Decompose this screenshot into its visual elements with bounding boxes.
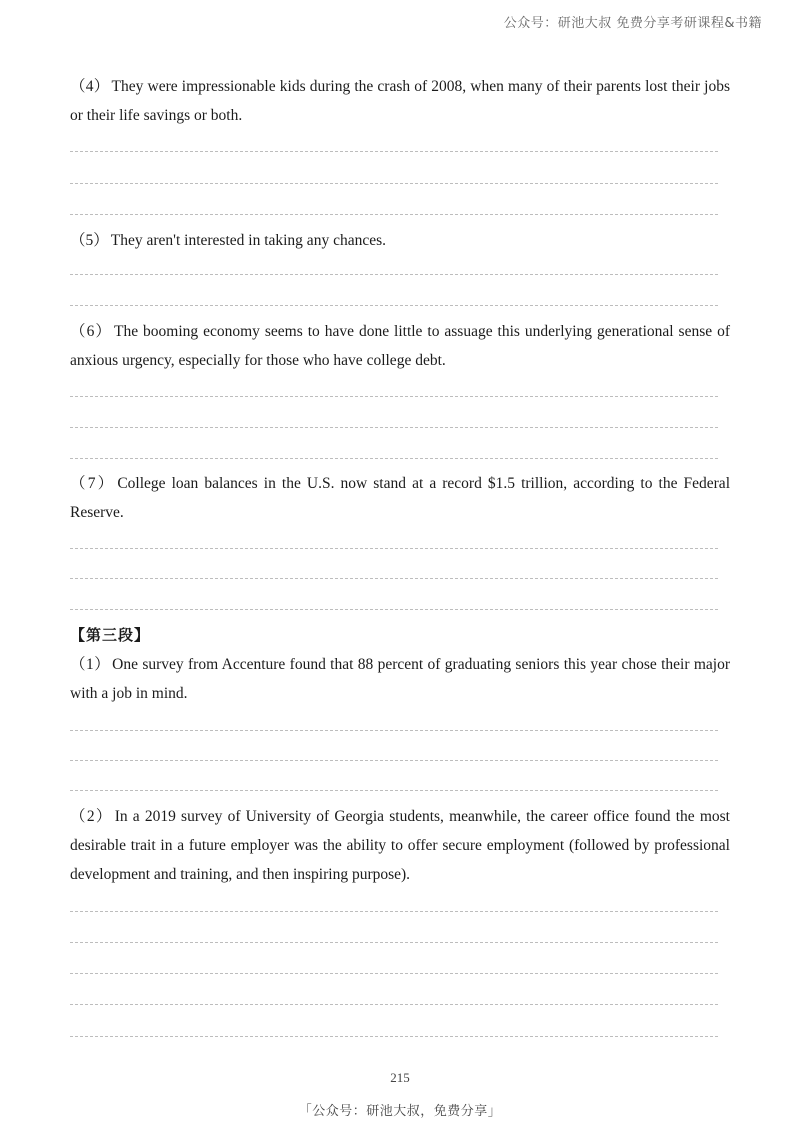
header-note: 公众号：研池大叔 免费分享考研课程&书籍: [503, 16, 762, 31]
sentence-text: College loan balances in the U.S. now stand at a record $1.5 trillion, according to the Federal Reserve.: [70, 475, 730, 521]
answer-line[interactable]: [70, 760, 718, 761]
footer-note: 「公众号：研池大叔，免费分享」: [298, 1104, 502, 1119]
page-number: 215: [390, 1070, 410, 1085]
translation-item-5: [70, 226, 730, 255]
translation-item-s3-1: [70, 650, 730, 708]
item-number: （1）: [70, 656, 111, 673]
item-number: （7）: [70, 475, 116, 492]
translation-item-4: [70, 72, 730, 130]
translation-item-6: [70, 317, 730, 375]
answer-line[interactable]: [70, 578, 718, 579]
sentence-text: The booming economy seems to have done little to assuage this underlying generational sense of anxious urgency, especially for those who have college debt.: [70, 323, 730, 369]
answer-line[interactable]: [70, 183, 718, 184]
answer-line[interactable]: [70, 427, 718, 428]
answer-line[interactable]: [70, 790, 718, 791]
sentence-text: They aren't interested in taking any chances.: [110, 232, 386, 249]
answer-line[interactable]: [70, 548, 718, 549]
answer-line[interactable]: [70, 151, 718, 152]
section-heading: 【第三段】: [70, 626, 151, 644]
item-number: （5）: [70, 232, 109, 249]
translation-item-7: [70, 469, 730, 527]
sentence-text: They were impressionable kids during the crash of 2008, when many of their parents lost their jobs or their life savings or both.: [70, 78, 730, 124]
item-number: （6）: [70, 323, 112, 340]
sentence: [70, 469, 730, 527]
answer-line[interactable]: [70, 730, 718, 731]
answer-line[interactable]: [70, 305, 718, 306]
answer-line[interactable]: [70, 609, 718, 610]
answer-line[interactable]: [70, 274, 718, 275]
sentence: [70, 802, 730, 889]
answer-line[interactable]: [70, 1036, 718, 1037]
sentence: [70, 650, 730, 708]
answer-line[interactable]: [70, 1004, 718, 1005]
item-number: （4）: [70, 78, 110, 95]
sentence-text: One survey from Accenture found that 88 percent of graduating seniors this year chose their major with a job in mind.: [70, 656, 730, 702]
sentence: [70, 72, 730, 130]
item-number: （2）: [70, 808, 113, 825]
translation-item-s3-2: [70, 802, 730, 889]
answer-line[interactable]: [70, 396, 718, 397]
sentence: [70, 226, 730, 255]
answer-line[interactable]: [70, 942, 718, 943]
sentence: [70, 317, 730, 375]
sentence-text: In a 2019 survey of University of Georgia students, meanwhile, the career office found the most desirable trait in a future employer was the ability to offer secure employment (followed by professional development and training, and then inspiring purpose).: [70, 808, 730, 883]
answer-line[interactable]: [70, 214, 718, 215]
answer-line[interactable]: [70, 973, 718, 974]
answer-line[interactable]: [70, 911, 718, 912]
answer-line[interactable]: [70, 458, 718, 459]
